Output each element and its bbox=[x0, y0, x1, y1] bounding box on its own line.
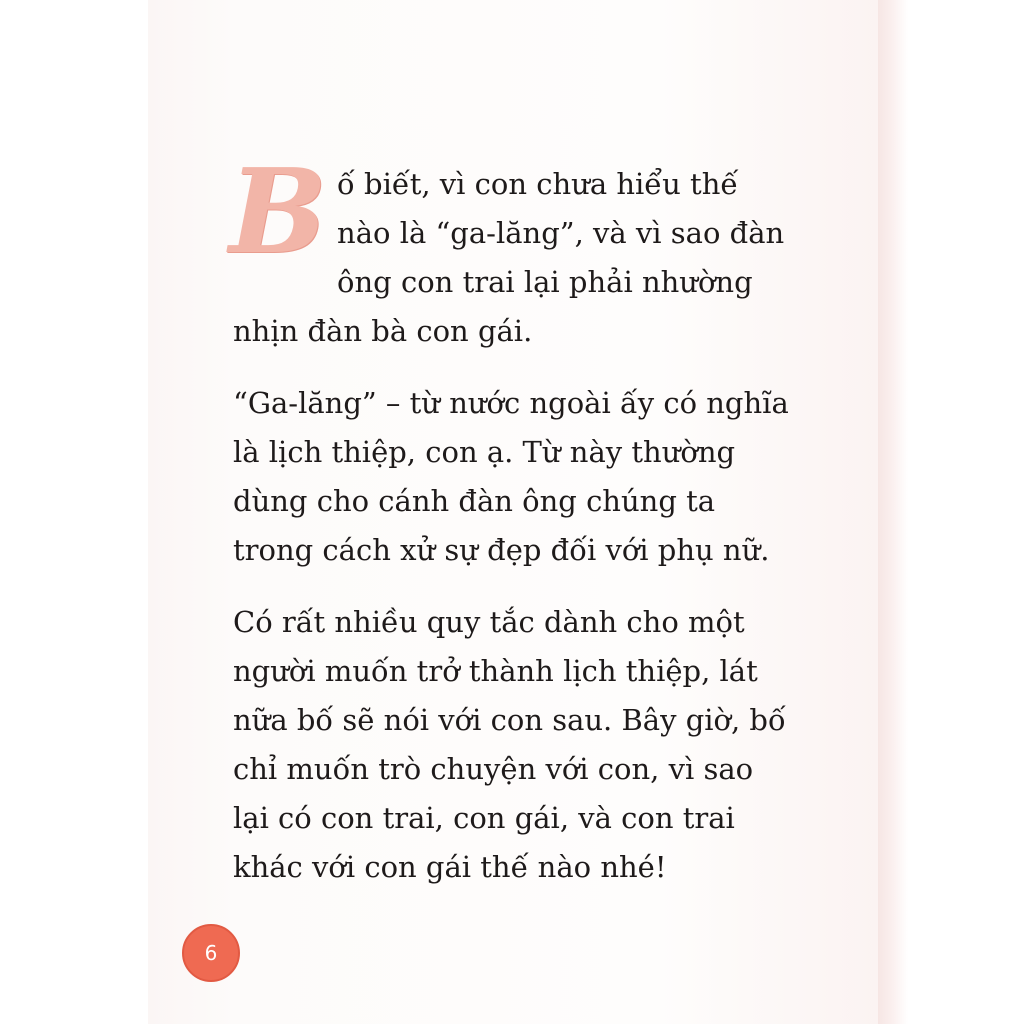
page-edge-shadow bbox=[878, 0, 908, 1024]
paragraph-1 bbox=[229, 144, 793, 356]
paragraph-1-text: ố biết, vì con chưa hiểu thế nào là “ga-lăng”, và vì sao đàn ông con trai lại phải nhường nhịn đàn bà con gái. bbox=[233, 167, 785, 348]
paragraph-2 bbox=[233, 379, 793, 575]
paragraph-2-text: “Ga-lăng” – từ nước ngoài ấy có nghĩa là lịch thiệp, con ạ. Từ này thường dùng cho cánh đàn ông chúng ta trong cách xử sự đẹp đối với phụ nữ. bbox=[233, 386, 789, 567]
drop-cap: B bbox=[229, 144, 328, 280]
page-number-badge: 6 bbox=[182, 924, 240, 982]
paragraph-3-text: Có rất nhiều quy tắc dành cho một người muốn trở thành lịch thiệp, lát nữa bố sẽ nói với con sau. Bây giờ, bố chỉ muốn trò chuyện với con, vì sao lại có con trai, con gái, và con trai khác với con gái thế nào nhé! bbox=[233, 605, 786, 884]
paragraph-3 bbox=[233, 598, 793, 892]
page-body bbox=[229, 144, 793, 915]
